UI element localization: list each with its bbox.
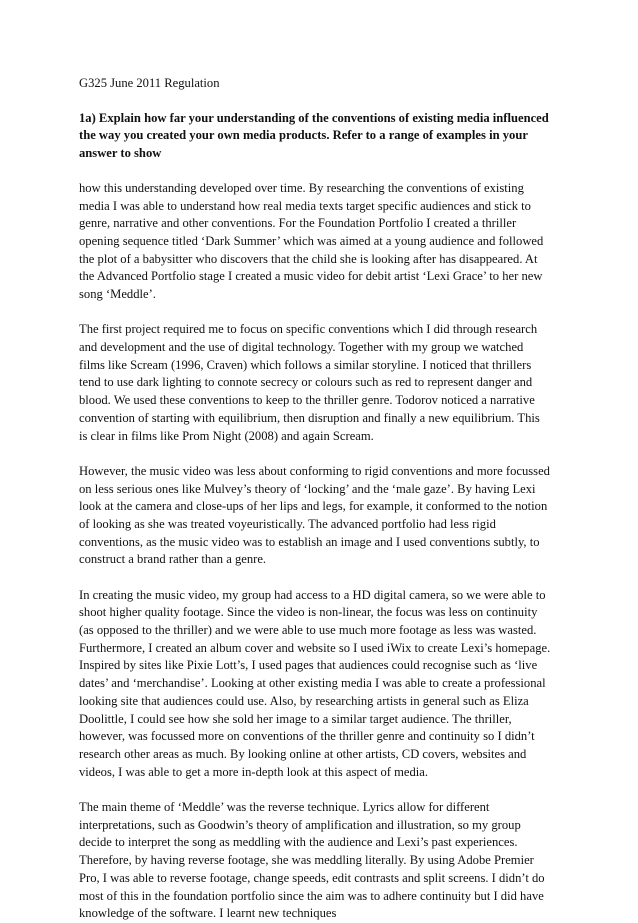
paragraph-2: The first project required me to focus on specific conventions which I did through research and development and the use of digital technology. Together with my group we watched films like Scream (1996, Craven) which follows a similar storyline. I noticed that thrillers tend to use dark lighting to connote secrecy or colours such as red to represent danger and blood. We used these conventions to keep to the thriller genre. Todorov noticed a narrative convention of starting with equilibrium, then disruption and finally a new equilibrium. This is clear in films like Prom Night (2008) and again Scream. (79, 322, 540, 443)
paragraph-1: how this understanding developed over time. By researching the conventions of existing media I was able to understand how real media texts target specific audiences and stick to genre, narrative and other conventions. For the Foundation Portfolio I created a thriller opening sequence titled ‘Dark Summer’ which was aimed at a young audience and followed the plot of a babysitter who discovers that the child she is looking after has disappeared. At the Advanced Portfolio stage I created a music video for debit artist ‘Lexi Grace’ to her new song ‘Meddle’. (79, 180, 544, 302)
question-heading: 1a) Explain how far your understanding of the conventions of existing media influenced the way you created your own media products. Refer to a range of examples in your answer to show (79, 110, 549, 161)
paragraph-3: However, the music video was less about conforming to rigid conventions and more focussed on less serious ones like Mulvey’s theory of ‘locking’ and the ‘male gaze’. By having Lexi look at the camera and close-ups of her lips and legs, for example, it conformed to the notion of looking as she was treated voyeuristically. The advanced portfolio had less rigid conventions, as the music video was to establish an image and I used conventions subtly, to construct a brand rather than a genre. (79, 463, 550, 567)
document-body (79, 75, 551, 923)
document-header: G325 June 2011 Regulation (79, 76, 220, 90)
paragraph-5: The main theme of ‘Meddle’ was the reverse technique. Lyrics allow for different interpretations, such as Goodwin’s theory of amplification and illustration, so my group decide to interpret the song as meddling with the audience and Lexi’s past experiences. Therefore, by having reverse footage, she was meddling literally. By using Adobe Premier Pro, I was able to reverse footage, change speeds, edit contrasts and split screens. I didn’t do most of this in the foundation portfolio since the aim was to adhere continuity but I did have knowledge of the software. I learnt new techniques (79, 799, 545, 921)
paragraph-4: In creating the music video, my group had access to a HD digital camera, so we were able to shoot higher quality footage. Since the video is non-linear, the focus was less on continuity (as opposed to the thriller) and we were able to use much more footage as less was wasted. Furthermore, I created an album cover and website so I used iWix to create Lexi’s homepage. Inspired by sites like Pixie Lott’s, I used pages that audiences could recognise such as ‘live dates’ and ‘merchandise’. Looking at other existing media I was able to create a professional looking site that audiences could use. Also, by researching artists in general such as Eliza Doolittle, I could see how she sold her image to a similar target audience. The thriller, however, was focussed more on conventions of the thriller genre and continuity so I didn’t research other areas as much. By looking online at other artists, CD covers, websites and videos, I was able to get a more in-depth look at this aspect of media. (79, 587, 551, 779)
